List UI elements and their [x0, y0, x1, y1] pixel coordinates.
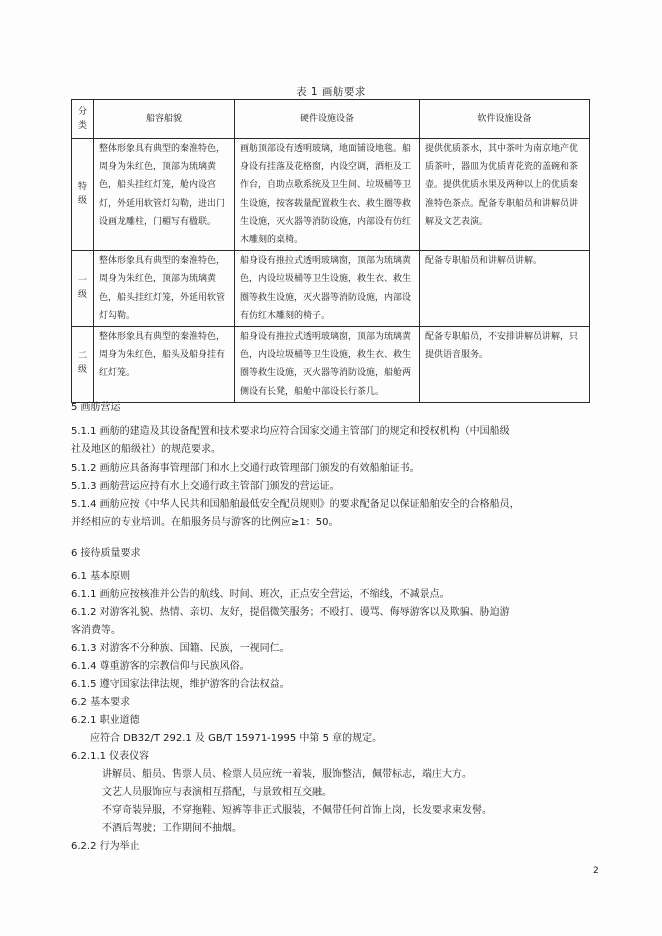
grade-cell: 二级 — [72, 327, 94, 403]
header-hardware: 硬件设施设备 — [235, 100, 420, 139]
grade-cell: 一级 — [72, 251, 94, 327]
table-row — [72, 139, 590, 251]
clause-text: 社及地区的船级社）的规范要求。 — [71, 444, 221, 455]
hardware-cell: 画舫顶部设有透明玻璃，地面铺设地毯。船身设有挂落及花格窗，内设空调，酒柜及工作台，自助点歌系统及卫生间、垃圾桶等卫生设施，按客载量配置救生衣、救生圈等救生设施，灭火器等消防设施，内部设有仿红木雕刻的桌椅。 — [235, 139, 420, 251]
clause-text: 文艺人员服饰应与表演相互搭配，与景致相互交融。 — [102, 787, 332, 798]
software-cell: 提供优质茶水，其中茶叶为南京地产优质茶叶，器皿为优质青花瓷的盖碗和茶壶。提供优质水果及两种以上的优质秦淮特色茶点。配备专职船员和讲解员讲解及文艺表演。 — [420, 139, 590, 251]
table-row — [72, 251, 590, 327]
subsection-heading: 6.1 基本原则 — [71, 571, 131, 582]
clause-text: 6.1.3 对游客不分种族、国籍、民族，一视同仁。 — [71, 643, 290, 654]
appearance-cell: 整体形象具有典型的秦淮特色，周身为朱红色，船头及船身挂有红灯笼。 — [94, 327, 235, 403]
header-appearance: 船容船貌 — [94, 100, 235, 139]
table-row — [72, 327, 590, 403]
clause-text: 5.1.4 画舫应按《中华人民共和国船舶最低安全配员规则》的要求配备足以保证船舶安全的合格船员， — [71, 499, 520, 510]
clause-text: 并经相应的专业培训。在船服务员与游客的比例应≥1：50。 — [71, 517, 339, 528]
grade-cell: 特级 — [72, 139, 94, 251]
subsection-heading: 6.2 基本要求 — [71, 697, 131, 708]
appearance-cell: 整体形象具有典型的秦淮特色，周身为朱红色，顶部为琉璃黄色，船头挂红灯笼，舱内设宫灯，外延用软管灯勾勒，进出门设画龙雕柱，门楣写有楹联。 — [94, 139, 235, 251]
clause-text: 6.1.1 画舫应按核准并公告的航线、时间、班次，正点安全营运，不缩线，不减景点。 — [71, 589, 450, 600]
clause-text: 5.1.1 画舫的建造及其设备配置和技术要求均应符合国家交通主管部门的规定和授权机构（中国船级 — [71, 426, 510, 437]
vessel-requirements-table — [71, 99, 590, 403]
hardware-cell: 船身设有推拉式透明玻璃窗，顶部为琉璃黄色，内设垃圾桶等卫生设施，救生衣、救生圈等救生设施，灭火器等消防设施，内部设有仿红木雕刻的椅子。 — [235, 251, 420, 327]
clause-text: 5.1.3 画舫营运应持有水上交通行政主管部门颁发的营运证。 — [71, 481, 340, 492]
clause-text: 6.1.4 尊重游客的宗教信仰与民族风俗。 — [71, 661, 250, 672]
clause-text: 不酒后驾驶；工作期间不抽烟。 — [102, 823, 242, 834]
clause-text: 客消费等。 — [71, 625, 121, 636]
section-heading: 6 接待质量要求 — [71, 548, 141, 559]
clause-text: 6.1.2 对游客礼貌、热情、亲切、友好，提倡微笑服务；不殴打、谩骂、侮辱游客以及欺骗、胁迫游 — [71, 607, 510, 618]
subsection-heading: 6.2.1.1 仪表仪容 — [71, 751, 150, 762]
hardware-cell: 船身设有推拉式透明玻璃窗，顶部为琉璃黄色，内设垃圾桶等卫生设施，救生衣、救生圈等救生设施，灭火器等消防设施，船舱两侧设有长凳，船舱中部设长行茶几。 — [235, 327, 420, 403]
software-cell: 配备专职船员，不安排讲解员讲解，只提供语音服务。 — [420, 327, 590, 403]
software-cell: 配备专职船员和讲解员讲解。 — [420, 251, 590, 327]
clause-text: 应符合 DB32/T 292.1 及 GB/T 15971-1995 中第 5 章的规定。 — [90, 733, 383, 744]
table-header-row — [72, 100, 590, 139]
page-number: 2 — [593, 866, 599, 876]
subsection-heading: 6.2.1 职业道德 — [71, 715, 140, 726]
clause-text: 5.1.2 画舫应具备海事管理部门和水上交通行政管理部门颁发的有效船舶证书。 — [71, 463, 420, 474]
appearance-cell: 整体形象具有典型的秦淮特色，周身为朱红色，顶部为琉璃黄色，船头挂红灯笼，外延用软管灯勾勒。 — [94, 251, 235, 327]
subsection-heading: 6.2.2 行为举止 — [71, 841, 140, 852]
header-category: 分类 — [72, 100, 94, 139]
section-heading: 5 画舫营运 — [71, 402, 121, 413]
clause-text: 6.1.5 遵守国家法律法规，维护游客的合法权益。 — [71, 679, 290, 690]
clause-text: 讲解员、船员、售票人员、检票人员应统一着装，服饰整洁，佩带标志，端庄大方。 — [102, 769, 472, 780]
header-software: 软件设施设备 — [420, 100, 590, 139]
clause-text: 不穿奇装异服，不穿拖鞋、短裤等非正式服装，不佩带任何首饰上岗，长发要求束发髻。 — [102, 805, 492, 816]
table-caption: 表 1 画舫要求 — [296, 86, 366, 98]
